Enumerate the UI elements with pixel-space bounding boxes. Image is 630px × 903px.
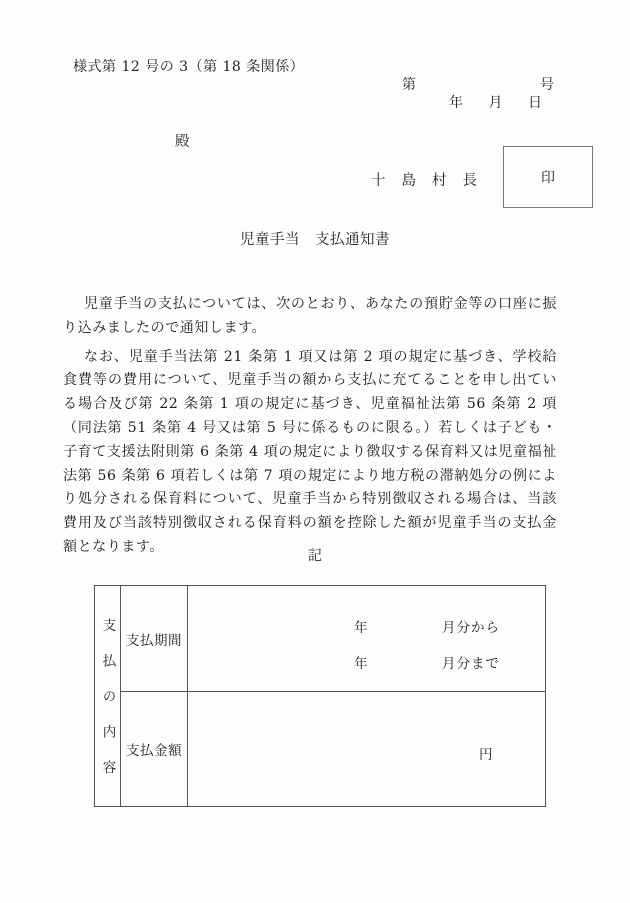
- date-month-label: 月: [488, 95, 503, 111]
- payment-amount-unit: 円: [479, 747, 493, 763]
- body-paragraph-2: なお、児童手当法第 21 条第 1 項又は第 2 項の規定に基づき、学校給食費等の費用について、児童手当の額から支払に充てることを申し出ている場合及び第 22 条第 1 項の規定に基づき、児童福祉法第 56 条第 2 項（同法第 51 条第 4 号又は第 5 号に係るものに限る。）若しくは子ども・子育て支援法附則第 6 条第 4 項の規定により徴収する保育料又は児童福祉法第 56 条第 6 項若しくは第 7 項の規定により地方税の滞納処分の例により処分される保育料について、児童手当から特別徴収される場合は、当該費用及び当該特別徴収される保育料の額を控除した額が児童手当の支払金額となります。: [63, 348, 557, 555]
- date-day-label: 日: [528, 95, 542, 111]
- payment-period-value-cell: [188, 586, 545, 691]
- form-number: 様式第 12 号の 3（第 18 条関係）: [73, 59, 305, 75]
- period-to-suffix: 月分まで: [442, 656, 500, 672]
- payment-amount-value-cell: [188, 692, 545, 806]
- document-number-line: [402, 74, 554, 94]
- body-text: [63, 293, 557, 560]
- middle-heading-ki: 記: [308, 548, 322, 564]
- issuer-name: 十島村長: [371, 173, 493, 189]
- period-to-line: [188, 652, 545, 672]
- payment-period-label: 支払期間: [126, 632, 182, 649]
- payment-amount-label-cell: [121, 692, 188, 806]
- body-paragraph-1: 児童手当の支払については、次のとおり、あなたの預貯金等の口座に振り込みましたので通知します。: [63, 296, 557, 336]
- corner-label: 支払の内容: [99, 618, 116, 796]
- seal-label: 印: [541, 170, 555, 186]
- seal-box: [503, 146, 593, 208]
- addressee-suffix: 殿: [175, 134, 190, 150]
- period-to-year-label: 年: [354, 656, 368, 672]
- doc-number-prefix: 第: [402, 77, 416, 93]
- period-from-year-label: 年: [354, 620, 368, 636]
- payment-amount-label: 支払金額: [126, 743, 182, 759]
- table-corner-cell: [95, 586, 121, 806]
- payment-table: [94, 585, 546, 807]
- date-year-label: 年: [449, 95, 463, 111]
- payment-period-label-cell: [121, 586, 188, 691]
- period-from-line: [188, 616, 545, 636]
- doc-number-suffix: 号: [540, 77, 554, 93]
- table-row-payment-amount: [121, 691, 545, 806]
- date-line: [449, 92, 542, 112]
- table-row-payment-period: [121, 586, 545, 691]
- period-from-suffix: 月分から: [442, 620, 500, 636]
- page-title: 児童手当 支払通知書: [240, 232, 390, 248]
